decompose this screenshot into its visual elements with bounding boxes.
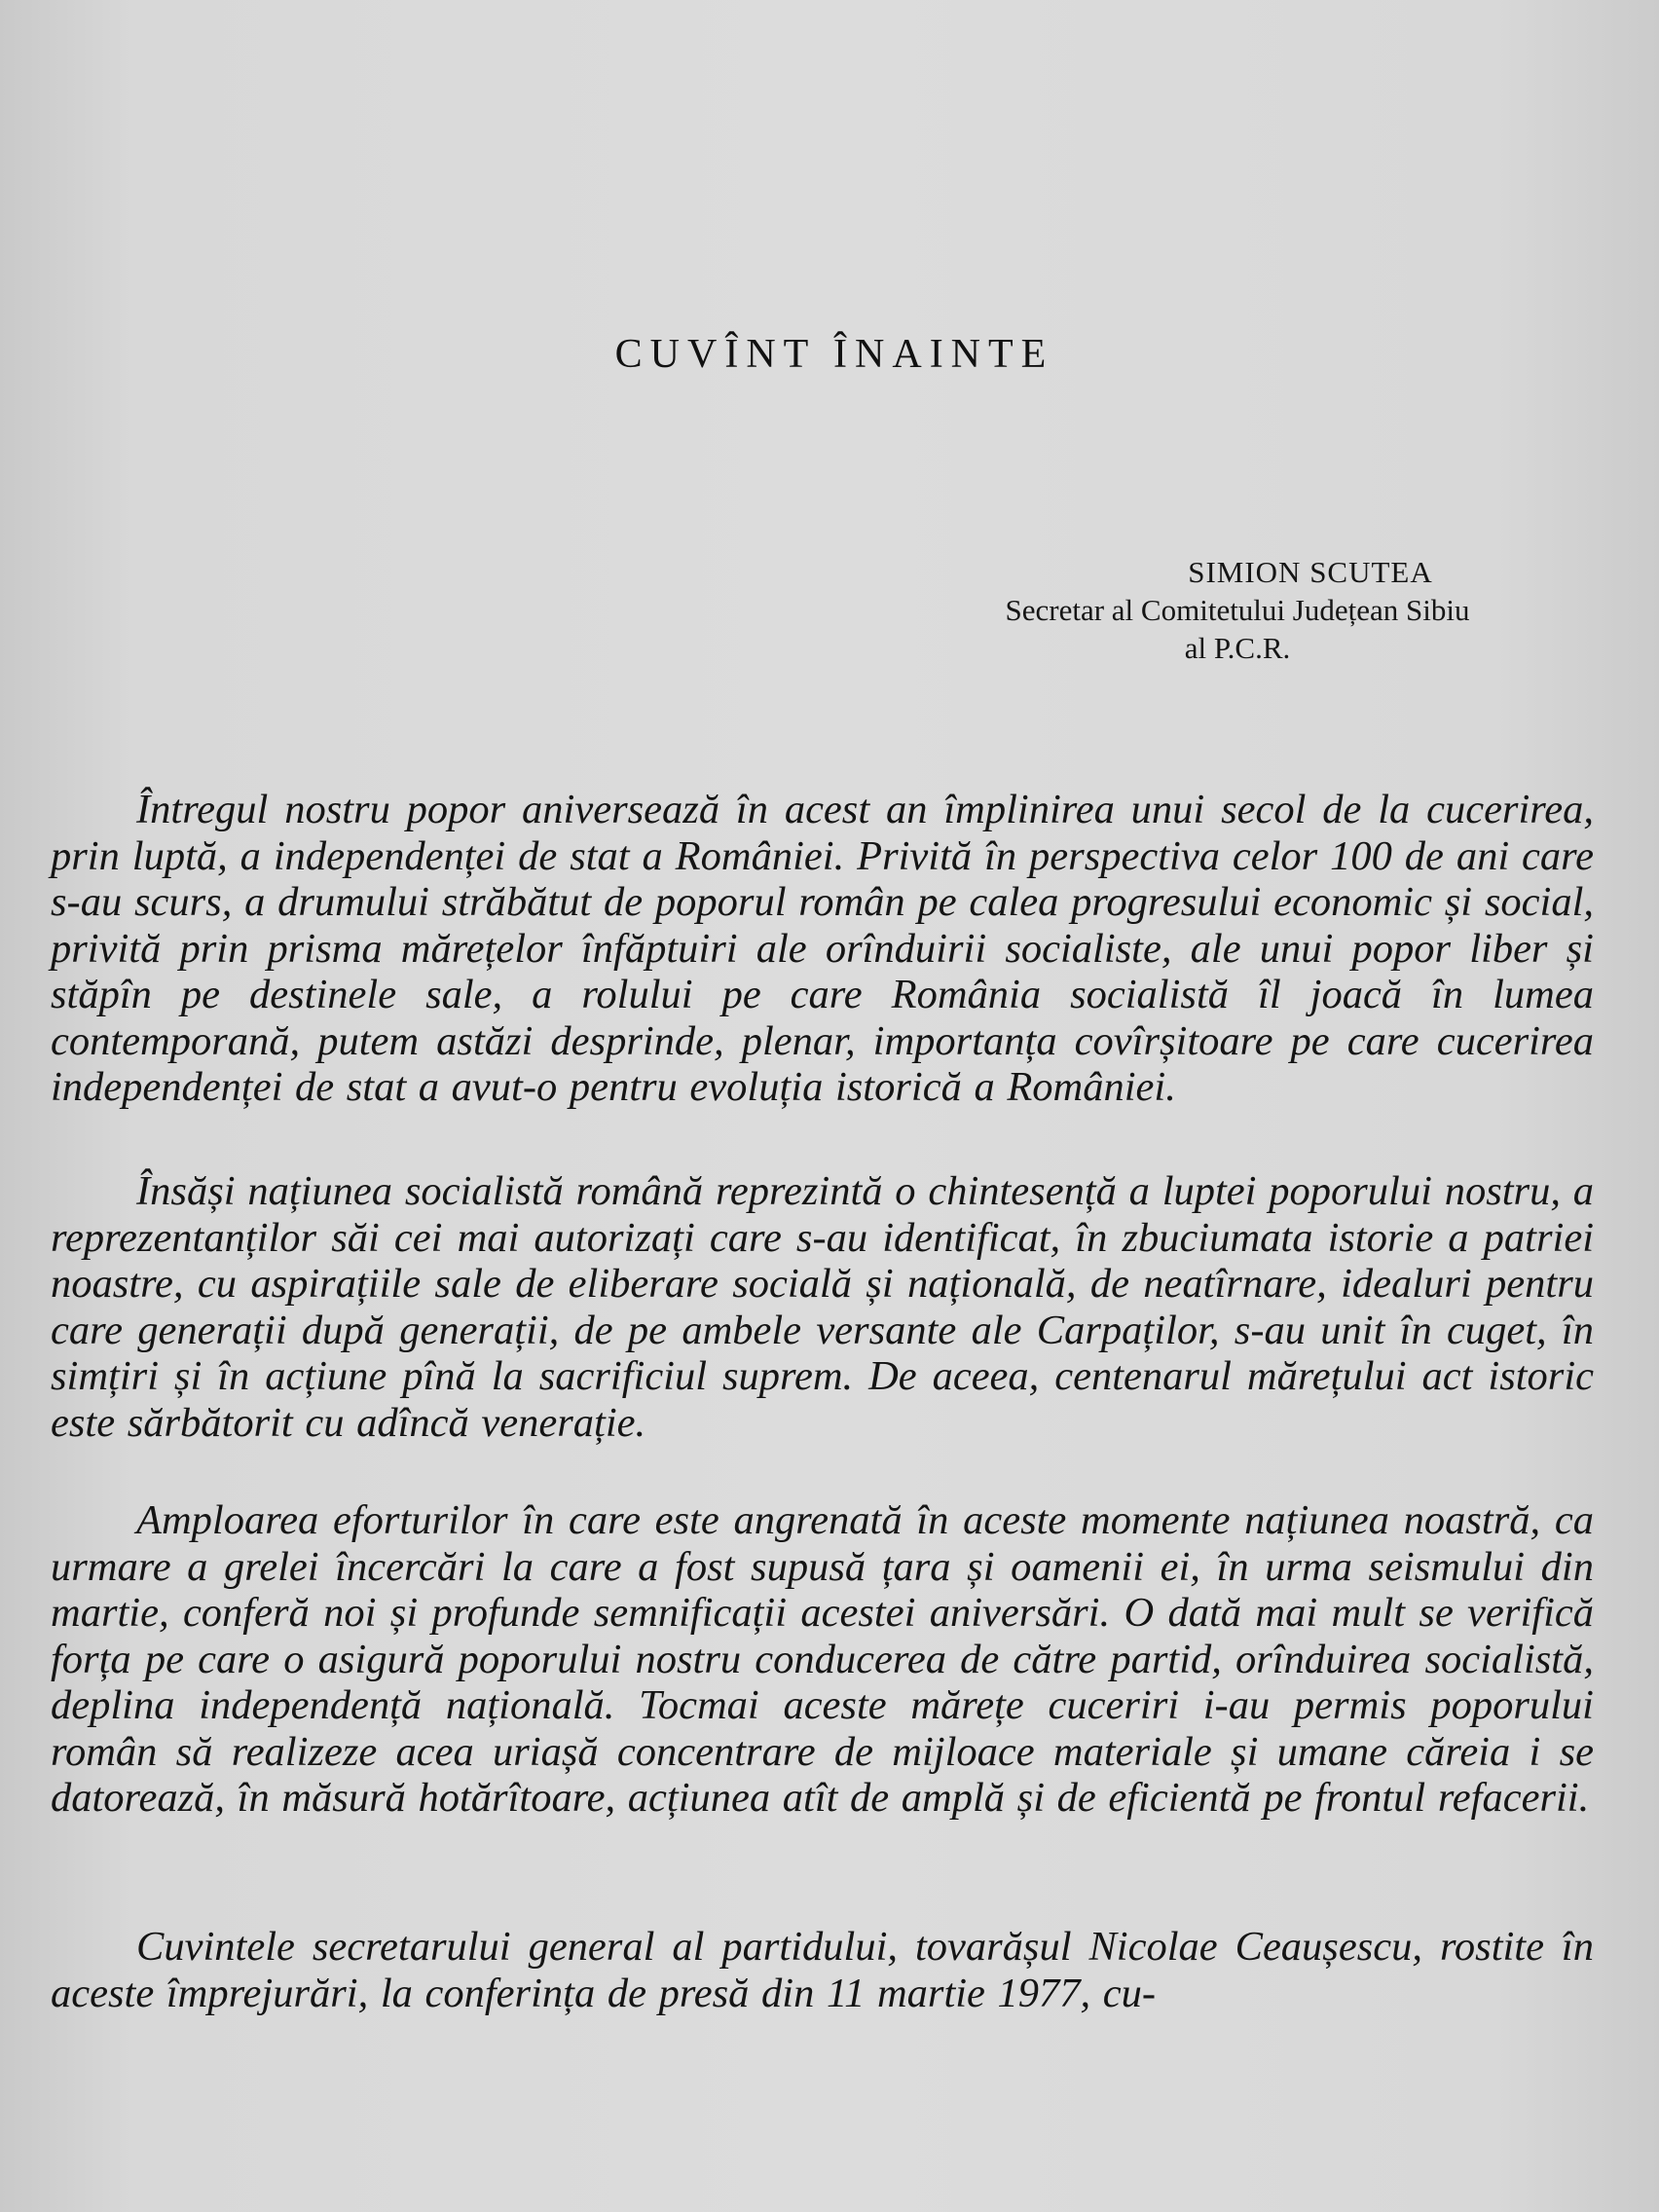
author-name: SIMION SCUTEA — [1188, 555, 1433, 589]
paragraph-3: Amploarea eforturilor în care este angrenată în aceste momente națiunea noastră, ca urmare a grelei încercări la care a fost supusă țara și oamenii ei, în urma seismului din martie, conferă noi și profunde semnificații acestei aniversări. O dată mai mult se verifică forța pe care o asigură poporului nostru conducerea de către partid, orînduirea socialistă, deplina independență națională. Tocmai aceste mărețe cuceriri i-au permis poporului român să realizeze acea uriașă concentrare de mijloace materiale și umane căreia i se datorează, în măsură hotărîtoare, acțiunea atît de amplă și de eficientă pe frontul refacerii. — [51, 1497, 1594, 1821]
paragraph-2: Însăși națiunea socialistă română reprezintă o chintesență a luptei poporului nostru, a reprezentanților săi cei mai autorizați care s-au identificat, în zbuciumata istorie a patriei noastre, cu aspirațiile sale de eliberare socială și națională, de neatîrnare, idealuri pentru care generații după generații, de pe ambele versante ale Carpaților, s-au unit în cuget, în simțiri și în acțiune pînă la sacrificiul suprem. De aceea, centenarul mărețului act istoric este sărbătorit cu adîncă venerație. — [51, 1168, 1594, 1446]
page-title: CUVÎNT ÎNAINTE — [614, 332, 1054, 377]
author-role: Secretar al Comitetului Județean Sibiu — [1005, 593, 1470, 627]
author-role-party: al P.C.R. — [1184, 631, 1291, 665]
author-block — [892, 553, 1583, 667]
paragraph-1: Întregul nostru popor aniversează în acest an împlinirea unui secol de la cucerirea, prin luptă, a independenței de stat a României. Privită în perspectiva celor 100 de ani care s-au scurs, a drumului străbătut de poporul român pe calea progresului economic și social, privită prin prisma mărețelor înfăptuiri ale orînduirii socialiste, ale unui popor liber și stăpîn pe destinele sale, a rolului pe care România socialistă îl joacă în lumea contemporană, putem astăzi desprinde, plenar, importanța covîrșitoare pe care cucerirea independenței de stat a avut-o pentru evoluția istorică a României. — [51, 787, 1594, 1110]
paragraph-4: Cuvintele secretarului general al partidului, tovarășul Nicolae Ceaușescu, rostite în aceste împrejurări, la conferința de presă din 11 martie 1977, cu- — [51, 1924, 1594, 2016]
reverse-side-show-through — [39, 0, 1640, 229]
